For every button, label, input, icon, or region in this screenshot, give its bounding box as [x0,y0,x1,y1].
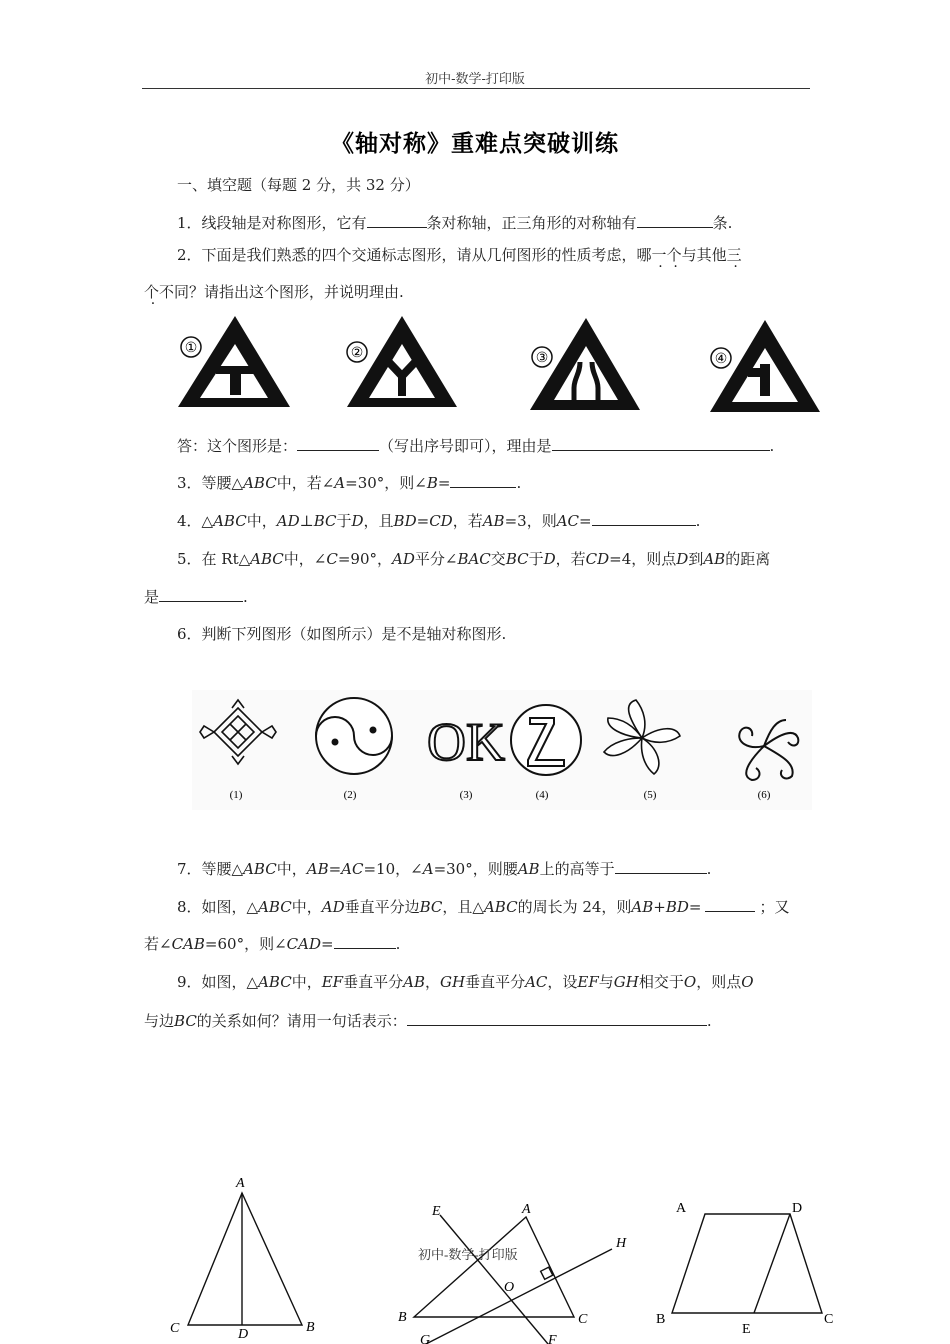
question-5-cont: 是 . [144,588,248,606]
label-h: H [616,1236,627,1251]
question-9: 9．如图，△ABC中，EF垂直平分AB，GH垂直平分AC，设EF与GH相交于O，则点O [177,973,754,991]
sign-number-3: ③ [535,351,549,366]
answer-blank[interactable] [592,511,696,526]
header-divider [142,88,810,89]
page-title: 《轴对称》重难点突破训练 [331,130,619,157]
question-9-cont: 与边BC的关系如何？请用一句话表示： . [144,1012,712,1030]
figure-trapezoid [672,1214,822,1313]
traffic-sign-2 [347,316,457,407]
answer-blank[interactable] [367,213,427,228]
label-c: C [170,1321,180,1336]
label-b: B [398,1310,407,1325]
question-2: 2．下面是我们熟悉的四个交通标志图形，请从几何图形的性质考虑，哪一个与其他三 [177,246,742,264]
svg-text:OK: OK [427,712,505,772]
figure-label-6: (6) [757,789,771,801]
answer-blank[interactable] [297,436,379,451]
figure-label-1: (1) [229,789,243,801]
label-b: B [656,1312,666,1327]
sign-number-1: ① [184,341,198,356]
answer-blank[interactable] [334,934,396,949]
question-5: 5．在 Rt△ABC中，∠C=90°，AD平分∠BAC交BC于D，若CD=4，则点D到AB的距离 [177,550,771,568]
label-o: O [504,1280,515,1295]
sign-number-2: ② [350,346,364,361]
question-8: 8．如图，△ABC中，AD垂直平分边BC，且△ABC的周长为 24，则AB+BD= ；又 [177,898,790,916]
answer-blank[interactable] [615,859,707,874]
section-heading: 一、填空题（每题 2 分，共 32 分） [177,176,420,194]
figure-triangle-altitude [188,1193,302,1325]
label-c: C [824,1312,834,1327]
figure-label-4: (4) [535,789,549,801]
label-d: D [792,1201,803,1216]
figure-2-yinyang [316,698,392,774]
label-a: A [522,1202,531,1217]
traffic-sign-3 [530,318,640,410]
traffic-sign-1 [178,316,290,407]
question-6: 6．判断下列图形（如图所示）是不是轴对称图形. [177,625,507,643]
answer-blank[interactable] [407,1011,707,1026]
answer-blank[interactable] [159,587,243,602]
answer-blank[interactable] [552,436,770,451]
page-header: 初中-数学-打印版 [425,72,525,87]
symmetry-figures [192,690,812,810]
traffic-signs [170,310,830,420]
label-b: B [306,1320,315,1335]
figure-3-ok [427,712,505,772]
question-8-cont: 若∠CAB=60°，则∠CAD= . [144,935,401,953]
figure-label-3: (3) [459,789,473,801]
figure-label-5: (5) [643,789,657,801]
answer-blank[interactable] [705,897,755,912]
geometry-figures [150,1165,850,1344]
question-1: 1．线段轴是对称图形，它有 条对称轴，正三角形的对称轴有 条. [177,214,733,232]
question-2-cont: 个不同？请指出这个图形，并说明理由. [144,283,404,301]
question-3: 3．等腰△ABC中，若∠A=30°，则∠B= . [177,474,522,492]
watermark: 初中-数学-打印版 [418,1247,518,1262]
label-a: A [676,1201,687,1216]
label-g: G [420,1333,431,1344]
question-4: 4．△ABC中，AD⊥BC于D，且BD=CD，若AB=3，则AC= . [177,512,701,530]
label-d: D [238,1327,249,1342]
answer-blank[interactable] [450,473,516,488]
figure-label-2: (2) [343,789,357,801]
label-e: E [432,1204,441,1219]
sign-number-4: ④ [714,352,728,367]
label-f: F [548,1333,557,1344]
traffic-sign-4 [710,320,820,412]
label-a: A [236,1176,245,1191]
label-c: C [578,1312,588,1327]
question-7: 7．等腰△ABC中，AB=AC=10，∠A=30°，则腰AB上的高等于 . [177,860,712,878]
answer-2: 答：这个图形是： （写出序号即可），理由是 . [177,437,775,455]
answer-blank[interactable] [637,213,713,228]
figure-4-circle-z [511,705,581,775]
label-e: E [742,1322,751,1337]
